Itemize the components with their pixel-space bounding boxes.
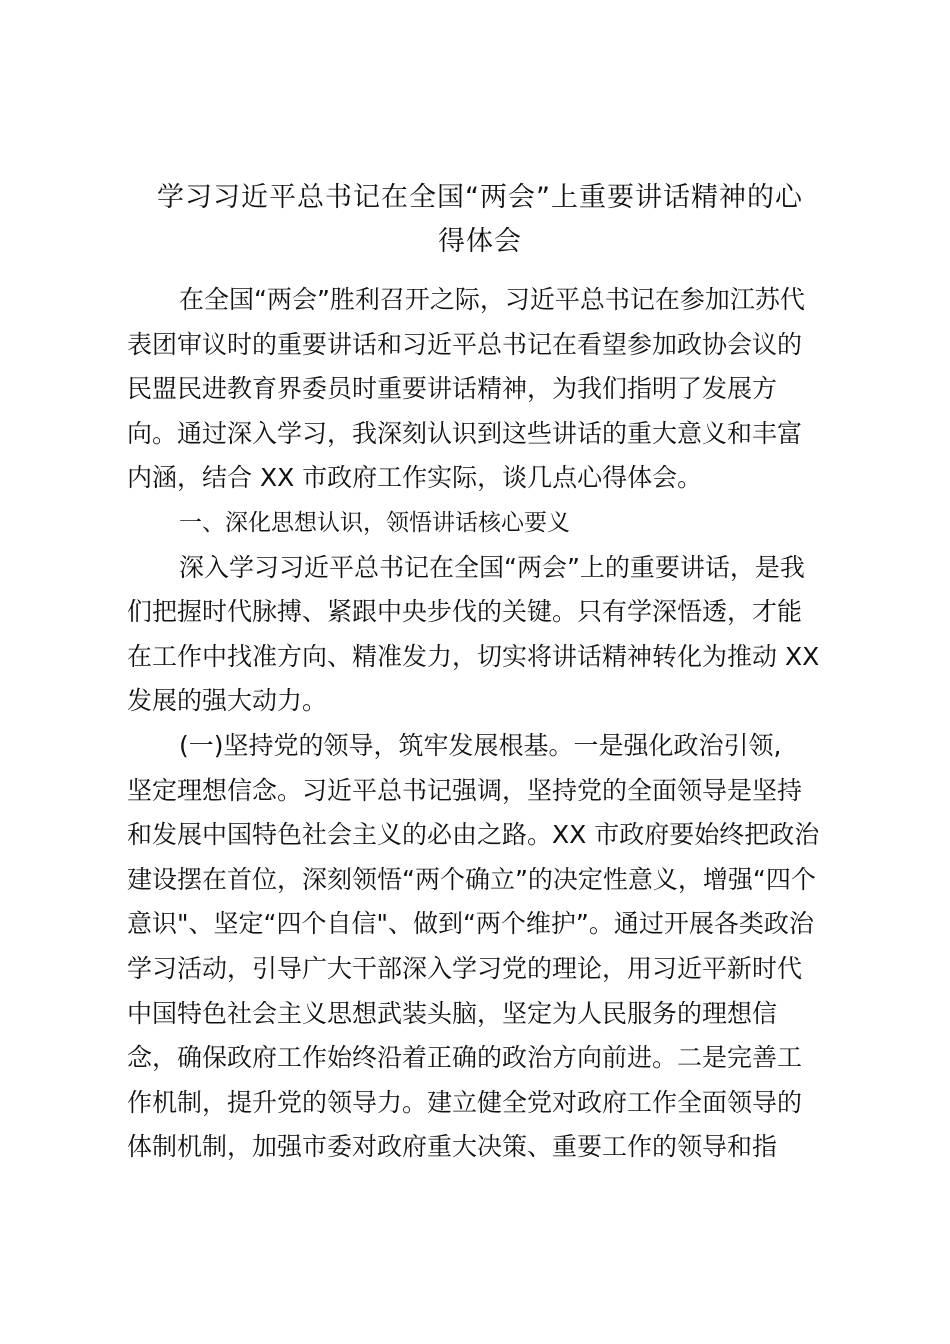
paragraph-line: 在工作中找准方向、精准发力，切实将讲话精神转化为推动 XX: [127, 641, 820, 671]
section-heading: 一、深化思想认识，领悟讲话核心要义: [179, 509, 570, 536]
paragraph-line: 建设摆在首位，深刻领悟“两个确立”的决定性意义，增强“四个: [127, 864, 816, 894]
paragraph-line: 作机制，提升党的领导力。建立健全党对政府工作全面领导的: [127, 1087, 803, 1117]
title-line: 学习习近平总书记在全国“两会”上重要讲话精神的心: [157, 182, 803, 213]
paragraph-line: 体制机制，加强市委对政府重大决策、重要工作的领导和指: [127, 1132, 778, 1162]
paragraph-line: 发展的强大动力。: [127, 686, 328, 716]
document-title: [90, 176, 870, 264]
paragraph-line: 深入学习习近平总书记在全国“两会”上的重要讲话，是我: [179, 552, 805, 582]
paragraph-line: 表团审议时的重要讲话和习近平总书记在看望参加政协会议的: [127, 329, 803, 359]
paragraph-line: 内涵，结合 XX 市政府工作实际，谈几点心得体会。: [127, 463, 703, 493]
paragraph-line: 向。通过深入学习，我深刻认识到这些讲话的重大意义和丰富: [127, 418, 803, 448]
paragraph-line: 们把握时代脉搏、紧跟中央步伐的关键。只有学深悟透，才能: [127, 597, 803, 627]
paragraph-line: 和发展中国特色社会主义的必由之路。XX 市政府要始终把政治: [127, 820, 820, 850]
paragraph-line: 坚定理想信念。习近平总书记强调，坚持党的全面领导是坚持: [127, 775, 803, 805]
subsection-line: (一)坚持党的领导，筑牢发展根基。一是强化政治引领,: [179, 730, 782, 760]
paragraph-line: 民盟民进教育界委员时重要讲话精神，为我们指明了发展方: [127, 374, 778, 404]
paragraph-line: 学习活动，引导广大干部深入学习党的理论，用习近平新时代: [127, 953, 803, 983]
paragraph-line: 中国特色社会主义思想武装头脑，坚定为人民服务的理想信: [127, 998, 778, 1028]
paragraph-line: 念，确保政府工作始终沿着正确的政治方向前进。二是完善工: [127, 1043, 803, 1073]
paragraph-line: 意识"、坚定“四个自信"、做到“两个维护”。通过开展各类政治: [127, 909, 814, 939]
document-body: [127, 278, 833, 1170]
title-line: 得体会: [438, 226, 522, 257]
paragraph-line: 在全国“两会”胜利召开之际，习近平总书记在参加江苏代: [179, 285, 805, 314]
